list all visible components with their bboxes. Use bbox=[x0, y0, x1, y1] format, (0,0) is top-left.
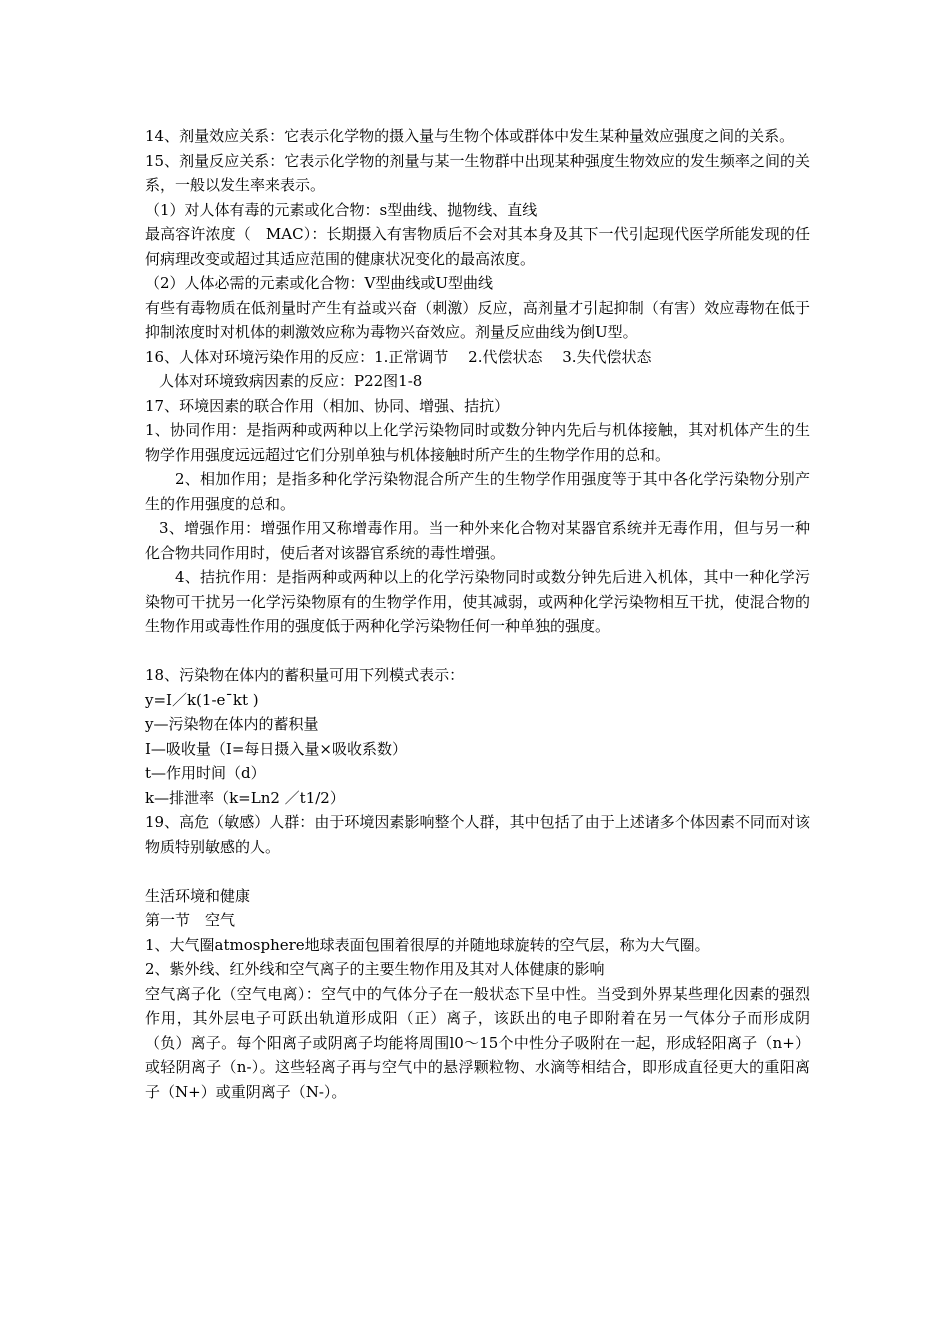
paragraph: 空气离子化（空气电离）：空气中的气体分子在一般状态下呈中性。当受到外界某些理化因素的强烈作用，其外层电子可跃出轨道形成阳（正）离子，该跃出的电子即附着在另一气体分子而形成阴（负）离子。每个阳离子或阴离子均能将周围l0～15个中性分子吸附在一起，形成轻阳离子（n+）或轻阴离子（n-）。这些轻离子再与空气中的悬浮颗粒物、水滴等相结合，即形成直径更大的重阳离子（N+）或重阴离子（N-）。 bbox=[145, 984, 810, 1101]
paragraph: k—排泄率（k=Ln2 ／t1/2） bbox=[145, 788, 345, 807]
paragraph: 第一节 空气 bbox=[145, 911, 236, 929]
paragraph: 1、大气圈atmosphere地球表面包围着很厚的并随地球旋转的空气层，称为大气圈。 bbox=[145, 935, 710, 954]
paragraph: （1）对人体有毒的元素或化合物：s型曲线、抛物线、直线 bbox=[145, 200, 538, 219]
paragraph: I—吸收量（I=每日摄入量×吸收系数） bbox=[145, 739, 407, 758]
paragraph: 3、增强作用：增强作用又称增毒作用。当一种外来化合物对某器官系统并无毒作用，但与另一种化合物共同作用时，使后者对该器官系统的毒性增强。 bbox=[145, 519, 810, 562]
paragraph: y=I／k(1-e¯kt ) bbox=[145, 690, 259, 709]
paragraph: 人体对环境致病因素的反应：P22图1-8 bbox=[159, 372, 423, 390]
paragraph: y—污染物在体内的蓄积量 bbox=[145, 715, 319, 733]
paragraph: 2、相加作用；是指多种化学污染物混合所产生的生物学作用强度等于其中各化学污染物分别产生的作用强度的总和。 bbox=[145, 470, 810, 513]
paragraph: 4、拮抗作用：是指两种或两种以上的化学污染物同时或数分钟先后进入机体，其中一种化学污染物可干扰另一化学污染物原有的生物学作用，使其减弱，或两种化学污染物相互干扰，使混合物的生物作用或毒性作用的强度低于两种化学污染物任何一种单独的强度。 bbox=[145, 568, 810, 635]
paragraph: t—作用时间（d） bbox=[145, 764, 266, 782]
paragraph: 最高容许浓度（ MAC）：长期摄入有害物质后不会对其本身及其下一代引起现代医学所能发现的任何病理改变或超过其适应范围的健康状况变化的最高浓度。 bbox=[145, 225, 810, 268]
paragraph: （2）人体必需的元素或化合物：V型曲线或U型曲线 bbox=[145, 274, 494, 292]
document-page bbox=[145, 124, 810, 1104]
paragraph: 有些有毒物质在低剂量时产生有益或兴奋（刺激）反应，高剂量才引起抑制（有害）效应毒物在低于抑制浓度时对机体的刺激效应称为毒物兴奋效应。剂量反应曲线为倒U型。 bbox=[145, 298, 810, 341]
paragraph: 17、环境因素的联合作用（相加、协同、增强、拮抗） bbox=[145, 396, 510, 415]
paragraph bbox=[145, 639, 810, 664]
paragraph: 15、剂量反应关系：它表示化学物的剂量与某一生物群中出现某种强度生物效应的发生频率之间的关系，一般以发生率来表示。 bbox=[145, 151, 810, 194]
paragraph: 生活环境和健康 bbox=[145, 886, 251, 905]
paragraph bbox=[145, 859, 810, 884]
paragraph: 1、协同作用：是指两种或两种以上化学污染物同时或数分钟内先后与机体接触，其对机体产生的生物学作用强度远远超过它们分别单独与机体接触时所产生的生物学作用的总和。 bbox=[145, 421, 810, 464]
paragraph: 16、人体对环境污染作用的反应：1.正常调节 2.代偿状态 3.失代偿状态 bbox=[145, 347, 652, 366]
paragraph: 2、紫外线、红外线和空气离子的主要生物作用及其对人体健康的影响 bbox=[145, 960, 605, 978]
paragraph: 19、高危（敏感）人群：由于环境因素影响整个人群，其中包括了由于上述诸多个体因素不同而对该物质特别敏感的人。 bbox=[145, 813, 810, 856]
paragraph: 18、污染物在体内的蓄积量可用下列模式表示： bbox=[145, 666, 465, 684]
paragraph: 14、剂量效应关系：它表示化学物的摄入量与生物个体或群体中发生某种量效应强度之间的关系。 bbox=[145, 127, 795, 145]
